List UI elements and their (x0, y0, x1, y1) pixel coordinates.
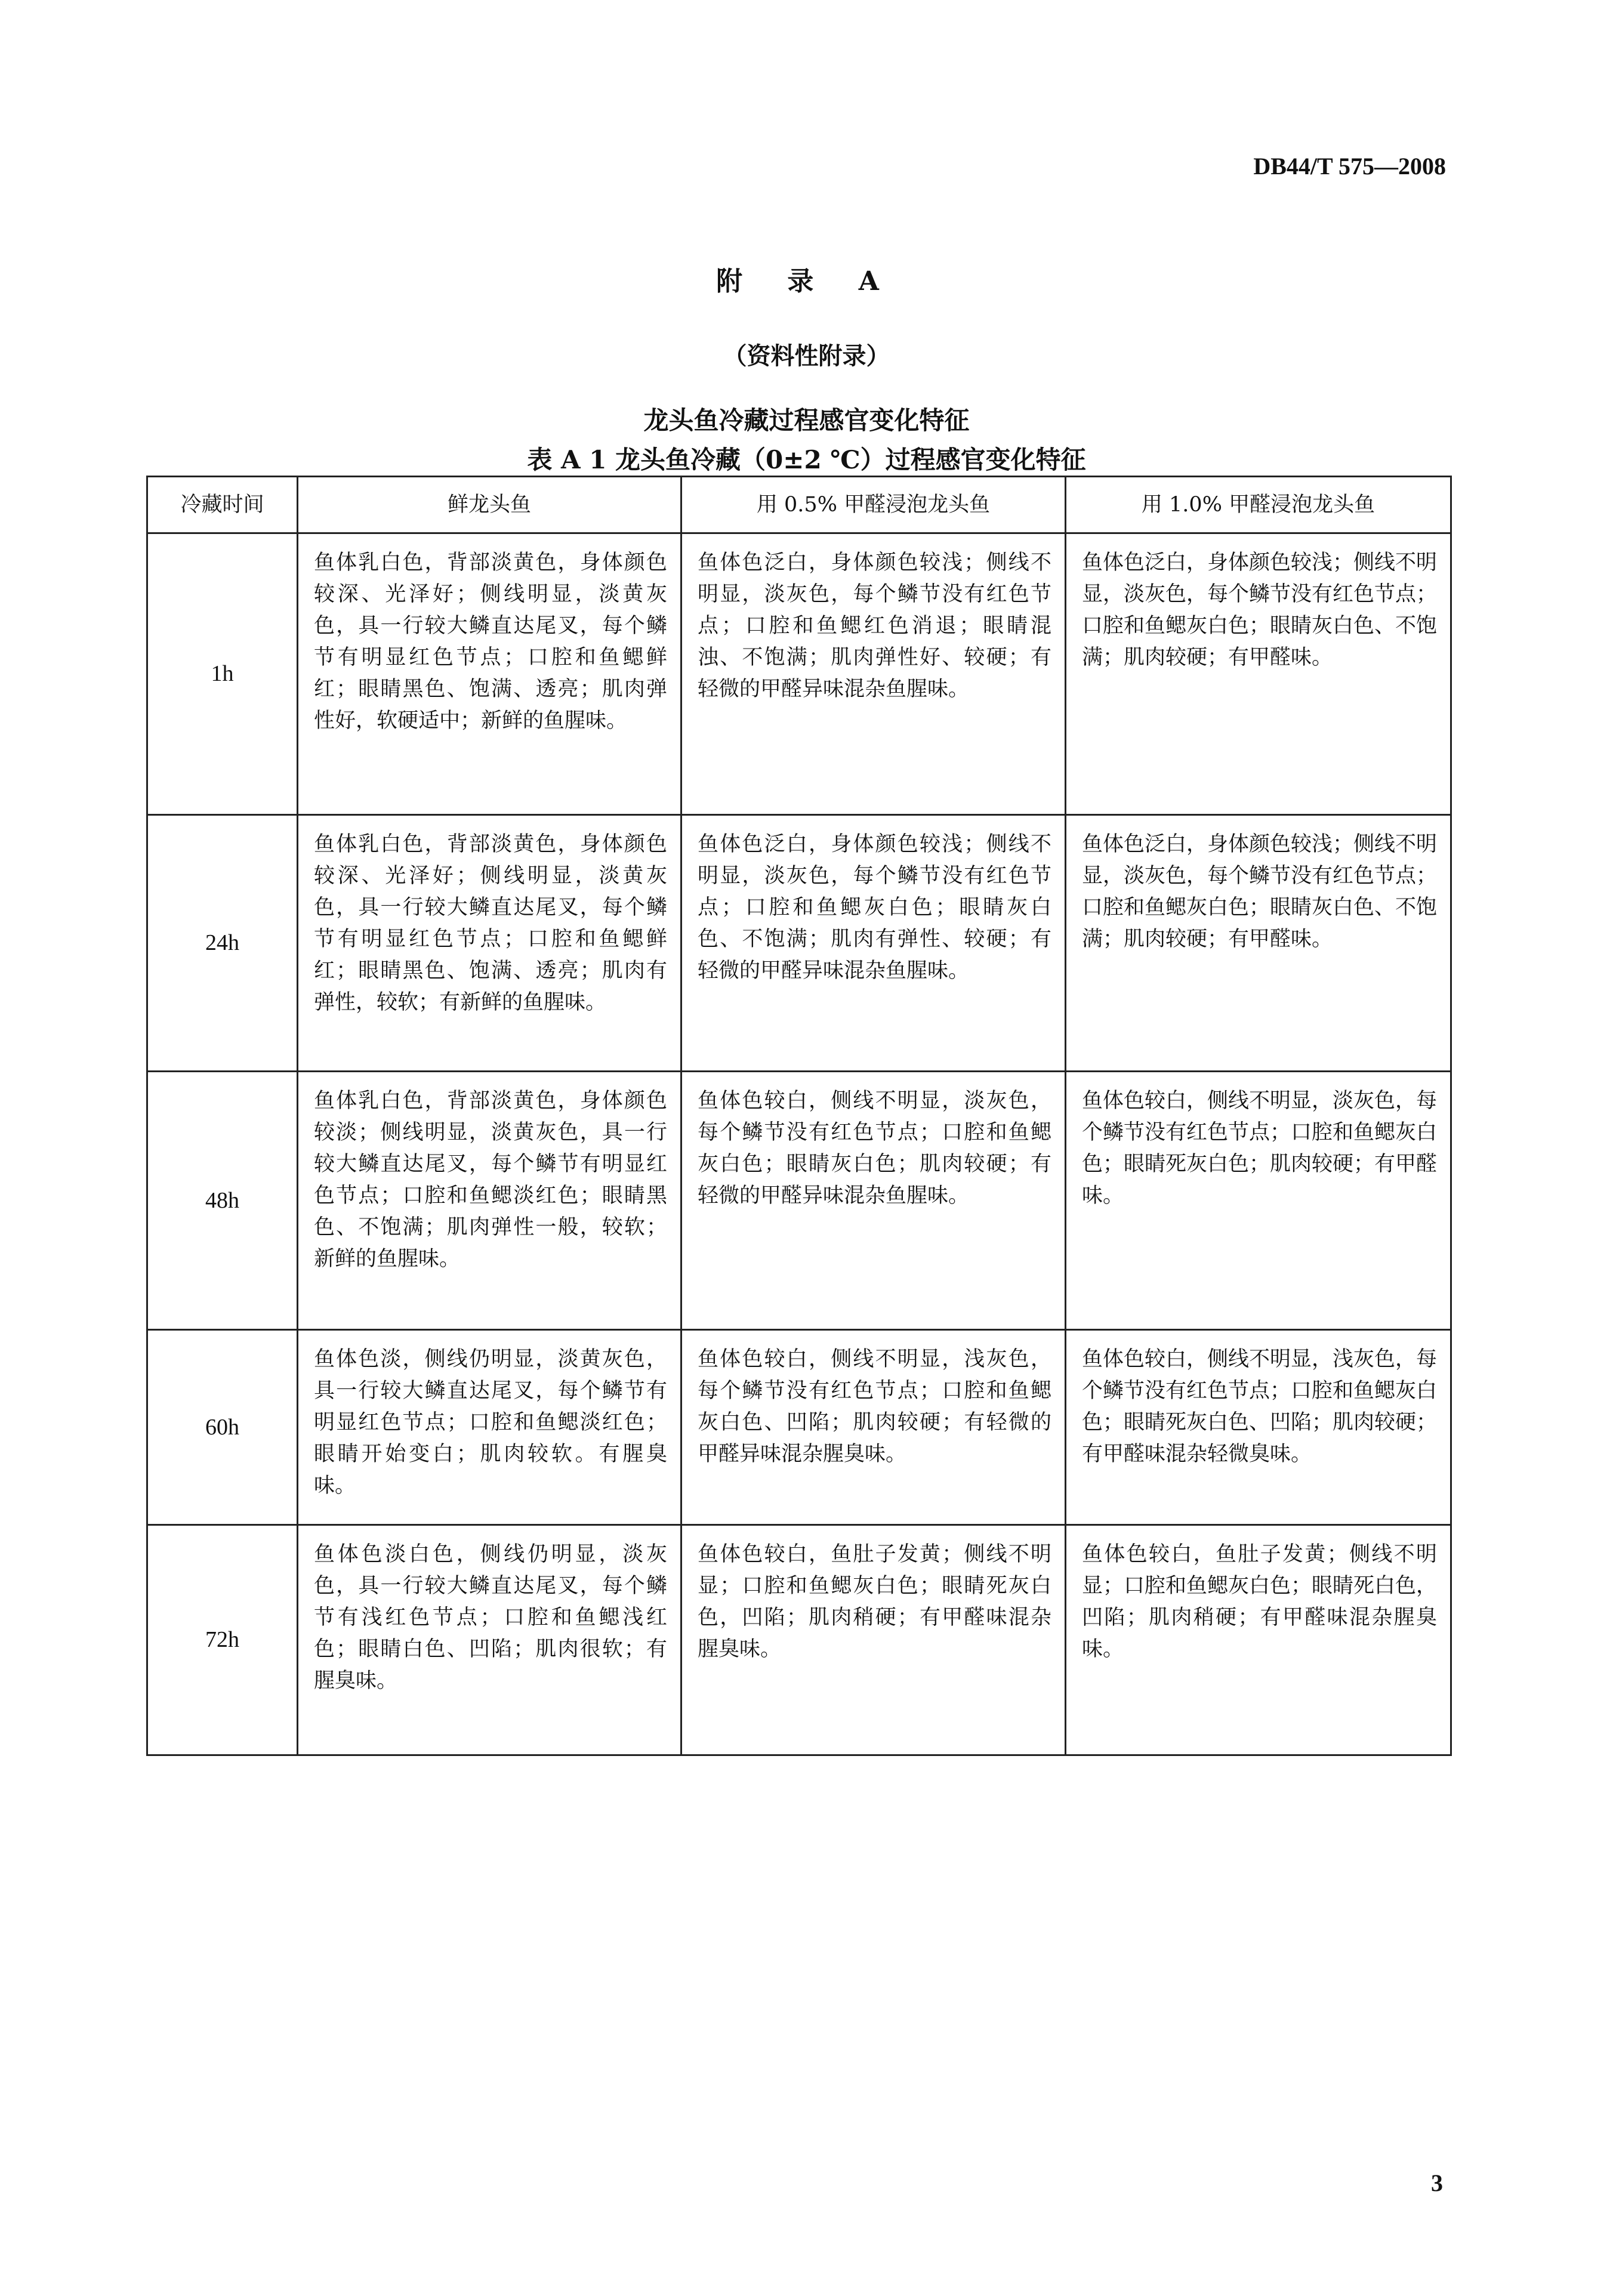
table-row (147, 1072, 1451, 1330)
table-row (147, 533, 1451, 815)
formaldehyde-10-cell: 鱼体色泛白，身体颜色较浅；侧线不明显，淡灰色，每个鳞节没有红色节点；口腔和鱼鳃灰白色；眼睛灰白色、不饱满；肌肉较硬；有甲醛味。 (1066, 815, 1451, 1072)
table-row (147, 1525, 1451, 1755)
table-row (147, 815, 1451, 1072)
formaldehyde-10-cell: 鱼体色泛白，身体颜色较浅；侧线不明显，淡灰色，每个鳞节没有红色节点；口腔和鱼鳃灰白色；眼睛灰白色、不饱满；肌肉较硬；有甲醛味。 (1066, 533, 1451, 815)
formaldehyde-10-cell: 鱼体色较白，侧线不明显，淡灰色，每个鳞节没有红色节点；口腔和鱼鳃灰白色；眼睛死灰白色；肌肉较硬；有甲醛味。 (1066, 1072, 1451, 1330)
formaldehyde-10-cell: 鱼体色较白，鱼肚子发黄；侧线不明显；口腔和鱼鳃灰白色；眼睛死白色，凹陷；肌肉稍硬；有甲醛味混杂腥臭味。 (1066, 1525, 1451, 1755)
formaldehyde-05-cell: 鱼体色泛白，身体颜色较浅；侧线不明显，淡灰色，每个鳞节没有红色节点；口腔和鱼鳃灰白色；眼睛灰白色、不饱满；肌肉有弹性、较硬；有轻微的甲醛异味混杂鱼腥味。 (681, 815, 1066, 1072)
sensory-change-table (146, 476, 1452, 1756)
header-fresh-fish: 鲜龙头鱼 (298, 477, 681, 533)
fresh-fish-cell: 鱼体乳白色，背部淡黄色，身体颜色较淡；侧线明显，淡黄灰色，具一行较大鳞直达尾叉，每个鳞节有明显红色节点；口腔和鱼鳃淡红色；眼睛黑色、不饱满；肌肉弹性一般，较软；新鲜的鱼腥味。 (298, 1072, 681, 1330)
table-row (147, 1330, 1451, 1525)
appendix-note: （资料性附录） (723, 342, 890, 370)
storage-time-cell: 48h (147, 1072, 298, 1330)
table-title: 表 A 1 龙头鱼冷藏（0±2 ℃）过程感官变化特征 (527, 445, 1086, 474)
table-header-row (147, 477, 1451, 533)
formaldehyde-10-cell: 鱼体色较白，侧线不明显，浅灰色，每个鳞节没有红色节点；口腔和鱼鳃灰白色；眼睛死灰白色、凹陷；肌肉较硬；有甲醛味混杂轻微臭味。 (1066, 1330, 1451, 1525)
formaldehyde-05-cell: 鱼体色较白，鱼肚子发黄；侧线不明显；口腔和鱼鳃灰白色；眼睛死灰白色，凹陷；肌肉稍硬；有甲醛味混杂腥臭味。 (681, 1525, 1066, 1755)
header-storage-time: 冷藏时间 (147, 477, 298, 533)
page-number: 3 (1431, 2170, 1443, 2196)
fresh-fish-cell: 鱼体乳白色，背部淡黄色，身体颜色较深、光泽好；侧线明显，淡黄灰色，具一行较大鳞直达尾叉，每个鳞节有明显红色节点；口腔和鱼鳃鲜红；眼睛黑色、饱满、透亮；肌肉弹性好，软硬适中；新鲜的鱼腥味。 (298, 533, 681, 815)
main-title: 龙头鱼冷藏过程感官变化特征 (643, 406, 970, 435)
header-formaldehyde-05: 用 0.5% 甲醛浸泡龙头鱼 (681, 477, 1066, 533)
header-formaldehyde-10: 用 1.0% 甲醛浸泡龙头鱼 (1066, 477, 1451, 533)
storage-time-cell: 24h (147, 815, 298, 1072)
fresh-fish-cell: 鱼体乳白色，背部淡黄色，身体颜色较深、光泽好；侧线明显，淡黄灰色，具一行较大鳞直达尾叉，每个鳞节有明显红色节点；口腔和鱼鳃鲜红；眼睛黑色、饱满、透亮；肌肉有弹性，较软；有新鲜的鱼腥味。 (298, 815, 681, 1072)
storage-time-cell: 60h (147, 1330, 298, 1525)
fresh-fish-cell: 鱼体色淡白色，侧线仍明显，淡灰色，具一行较大鳞直达尾叉，每个鳞节有浅红色节点；口腔和鱼鳃浅红色；眼睛白色、凹陷；肌肉很软；有腥臭味。 (298, 1525, 681, 1755)
appendix-title: 附 录 A (716, 266, 897, 297)
formaldehyde-05-cell: 鱼体色泛白，身体颜色较浅；侧线不明显，淡灰色，每个鳞节没有红色节点；口腔和鱼鳃红色消退；眼睛混浊、不饱满；肌肉弹性好、较硬；有轻微的甲醛异味混杂鱼腥味。 (681, 533, 1066, 815)
formaldehyde-05-cell: 鱼体色较白，侧线不明显，浅灰色，每个鳞节没有红色节点；口腔和鱼鳃灰白色、凹陷；肌肉较硬；有轻微的甲醛异味混杂腥臭味。 (681, 1330, 1066, 1525)
document-code: DB44/T 575—2008 (1253, 153, 1446, 180)
fresh-fish-cell: 鱼体色淡，侧线仍明显，淡黄灰色，具一行较大鳞直达尾叉，每个鳞节有明显红色节点；口腔和鱼鳃淡红色；眼睛开始变白；肌肉较软。有腥臭味。 (298, 1330, 681, 1525)
formaldehyde-05-cell: 鱼体色较白，侧线不明显，淡灰色，每个鳞节没有红色节点；口腔和鱼鳃灰白色；眼睛灰白色；肌肉较硬；有轻微的甲醛异味混杂鱼腥味。 (681, 1072, 1066, 1330)
storage-time-cell: 1h (147, 533, 298, 815)
storage-time-cell: 72h (147, 1525, 298, 1755)
